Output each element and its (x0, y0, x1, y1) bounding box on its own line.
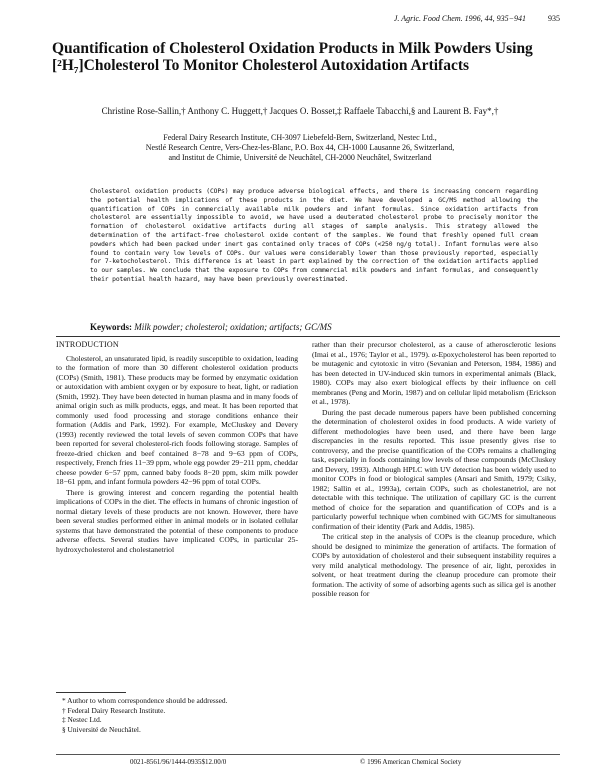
left-column (56, 340, 298, 554)
running-header (40, 14, 560, 26)
affiliation-line: and Institut de Chimie, Université de Neuchâtel, CH-2000 Neuchâtel, Switzerland (168, 153, 432, 162)
keywords-line (90, 322, 538, 332)
keywords-label: Keywords: (90, 322, 132, 332)
footnote: § Université de Neuchâtel. (62, 724, 141, 734)
affiliation-line: Federal Dairy Research Institute, CH-3097 Liebefeld-Bern, Switzerland, Nestec Ltd., (163, 133, 437, 142)
issn-code: 0021-8561/96/1444-0935$12.00/0 (130, 758, 227, 766)
section-divider (56, 336, 560, 337)
affiliation-line: Nestlé Research Centre, Vers-Chez-les-Blanc, P.O. Box 44, CH-1000 Lausanne 26, Switzerland, (145, 143, 455, 152)
copyright-notice: © 1996 American Chemical Society (360, 758, 462, 766)
footnote: ‡ Nestec Ltd. (62, 715, 102, 724)
abstract: Cholesterol oxidation products (COPs) may produce adverse biological effects, and there is increasing concern regarding the potential health implications of these products in the diet. We have developed a GC/MS method allowing the quantification of COPs in commercially available milk powders and infant formulas. Since oxidation artifacts from cholesterol are essentially impossible to avoid, we have used a deuterated cholesterol probe to precisely monitor the formation of cholesterol oxidative artifacts during all stages of sample analysis. This strategy allowed the determination of the artifact-free cholesterol oxide content of the samples. We found that freshly opened full cream powders which had been packed under inert gas contained only traces of COPs (<250 ng/g total). Infant formulas were also found to contain very low levels of COPs. Our values were considerably lower than those previously reported, especially for 7-ketocholesterol. This difference is at least in part explained by the correction of the oxidation artifacts applied to our samples. We conclude that the exposure to COPs from commercial milk powders and infant formulas, and consequently their potential health hazard, may have been previously overestimated. (90, 188, 538, 283)
journal-citation: J. Agric. Food Chem. 1996, 44, 935−941 (393, 14, 526, 23)
page-footer (130, 758, 520, 766)
body-paragraph: During the past decade numerous papers have been published concerning the determination of cholesterol oxides in food products. A wide variety of different methodologies have been used, and there have been large discrepancies in the results reported. This issue presently gives rise to controversy, and the precise quantification of the COPs remains a challenging task, especially in foods containing low levels of these compounds (McCluskey and Devery, 1993). Although HPLC with UV detection has been widely used to monitor COPs in food or biological samples (Ansari and Smith, 1979; Csiky, 1982; Sallin et al., 1993a), certain COPs, such as cholestanetriol, are not detectable with this technique. The utilization of capillary GC is the current method of choice for the separation and quantification of COPs and is a particularly powerful technique when combined with GC/MS for simultaneous confirmation of their identity (Park and Addis, 1985). (312, 407, 556, 531)
body-paragraph: rather than their precursor cholesterol, as a cause of atherosclerotic lesions (Imai et al., 1976; Taylor et al., 1979). α-Epoxycholesterol has been reported to be mutagenic and cytotoxic in vitro (Sevanian and Peterson, 1984, 1986) and has been detected in UV-induced skin tumors in experimental animals (Black, 1980). COPs may also exert biological effects by their influence on cell membranes (Peng and Morin, 1987) and on cellular lipid metabolism (Erickson et al., 1978). (312, 340, 556, 406)
footnote: * Author to whom correspondence should be addressed. (62, 696, 228, 705)
right-column (312, 340, 556, 599)
body-paragraph: There is growing interest and concern regarding the potential health implications of COPs in the diet. The effects in humans of chronic ingestion of normal dietary levels of these products are not known. However, there have been several studies performed either in animal models or in isolated cellular systems that have demonstrated the potential of these components to produce adverse effects. Several studies have implicated COPs, in particular 25-hydroxycholesterol and cholestanetriol (56, 487, 298, 554)
article-title: Quantification of Cholesterol Oxidation Products in Milk Powders Using [²H₇]Cholesterol To Monitor Cholesterol Autoxidation Artifacts (52, 40, 533, 74)
body-paragraph: Cholesterol, an unsaturated lipid, is readily susceptible to oxidation, leading to the formation of more than 30 different cholesterol oxidation products (COPs) (Smith, 1981). These products may be formed by enzymatic oxidation or autoxidation with ambient oxygen or by exposure to heat, light, or radiation (Smith, 1992). They have been detected in human plasma and in many foods of animal origin such as milk products, eggs, and meat. It has been reported that commonly used food processing and storage conditions enhance their formation (Addis and Park, 1992). For example, McCluskey and Devery (1993) recently reviewed the total levels of seven common COPs that have been reported for several cholesterol-rich foods following storage. Samples of freeze-dried chicken and beef contained 8−78 and 9−63 ppm of COPs, respectively, French fries 11−39 ppm, whole egg powder 29−211 ppm, cheddar cheese powder 6−57 ppm, canned baby foods 8−20 ppm, skim milk powder 18−61 ppm, and infant formula powders 42−96 ppm of total COPs. (56, 353, 298, 486)
keywords-text: Milk powder; cholesterol; oxidation; artifacts; GC/MS (134, 322, 332, 332)
affiliations (80, 133, 520, 163)
page-number: 935 (548, 14, 560, 23)
introduction-heading: INTRODUCTION (56, 340, 119, 349)
footnote-divider (56, 692, 126, 693)
footer-divider (56, 754, 560, 755)
footnote: † Federal Dairy Research Institute. (62, 705, 166, 715)
author-list: Christine Rose-Sallin,† Anthony C. Huggett,† Jacques O. Bosset,‡ Raffaele Tabacchi,§ and Laurent B. Fay*,† (101, 106, 499, 116)
footnotes (56, 696, 298, 734)
body-paragraph: The critical step in the analysis of COPs is the cleanup procedure, which should be designed to minimize the generation of artifacts. The formation of COPs by autoxidation of cholesterol and their subsequent instability requires a very mild analytical methodology. The presence of air, light, peroxides in solvent, or heat treatment during the cleanup procedure can promote their formation. The activity of some of adsorbing agents such as silica gel is another possible reason for (312, 532, 556, 598)
